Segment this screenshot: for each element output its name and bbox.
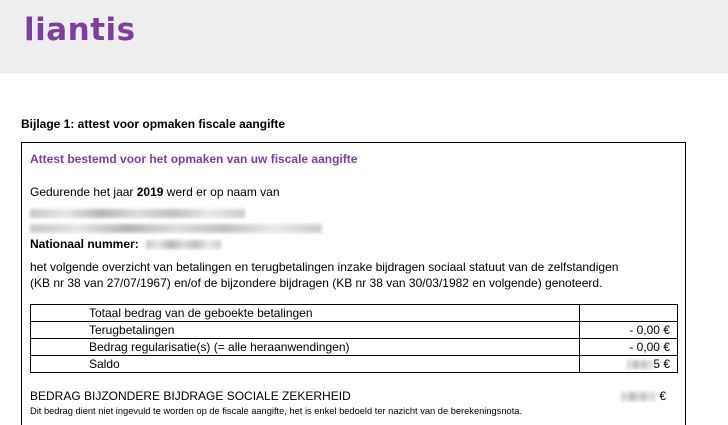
table-row bbox=[31, 305, 678, 322]
national-number-label: Nationaal nummer: bbox=[30, 237, 139, 251]
year-suffix: werd er op naam van bbox=[166, 185, 280, 199]
table-row bbox=[31, 339, 678, 356]
table-row bbox=[31, 322, 678, 339]
footnote: Dit bedrag dient niet ingevuld te worden op de fiscale aangifte, het is enkel bedoeld ter nazicht van de berekeningsnota. bbox=[30, 406, 523, 416]
balance-amount: 5 € bbox=[653, 357, 670, 371]
row-label: Totaal bedrag van de geboekte betalingen bbox=[31, 305, 580, 322]
annex-title: Bijlage 1: attest voor opmaken fiscale aangifte bbox=[21, 117, 286, 131]
redacted-national-number bbox=[146, 240, 221, 249]
national-number-line bbox=[30, 237, 221, 251]
certificate-title: Attest bestemd voor het opmaken van uw fiscale aangifte bbox=[30, 152, 358, 166]
certificate-box bbox=[21, 142, 686, 425]
header-bar bbox=[0, 0, 728, 73]
row-label: Bedrag regularisatie(s) (= alle heraanwendingen) bbox=[31, 339, 580, 356]
row-amount: - 0,00 € bbox=[580, 322, 678, 339]
intro-line-2: (KB nr 38 van 27/07/1967) en/of de bijzondere bijdragen (KB nr 38 van 30/03/1982 en volgende) genoteerd. bbox=[30, 276, 603, 290]
table-row bbox=[31, 356, 678, 373]
redacted-balance bbox=[627, 360, 653, 369]
row-amount bbox=[580, 305, 678, 322]
special-contribution-amount-wrap bbox=[621, 389, 666, 403]
redacted-name bbox=[30, 209, 245, 218]
year-line bbox=[30, 185, 280, 199]
year-prefix: Gedurende het jaar bbox=[30, 185, 134, 199]
row-amount bbox=[580, 356, 678, 373]
year-value: 2019 bbox=[136, 185, 164, 199]
special-contribution-label: BEDRAG BIJZONDERE BIJDRAGE SOCIALE ZEKERHEID bbox=[30, 389, 351, 403]
row-label: Saldo bbox=[31, 356, 580, 373]
redacted-special-amount bbox=[621, 392, 655, 401]
liantis-logo[interactable]: liantis bbox=[24, 12, 136, 48]
row-amount: - 0,00 € bbox=[580, 339, 678, 356]
payments-table bbox=[30, 304, 678, 373]
redacted-address bbox=[30, 224, 322, 233]
row-label: Terugbetalingen bbox=[31, 322, 580, 339]
intro-line-1: het volgende overzicht van betalingen en terugbetalingen inzake bijdragen sociaal statuut van de zelfstandigen bbox=[30, 260, 619, 274]
special-contribution-amount: € bbox=[659, 389, 666, 403]
